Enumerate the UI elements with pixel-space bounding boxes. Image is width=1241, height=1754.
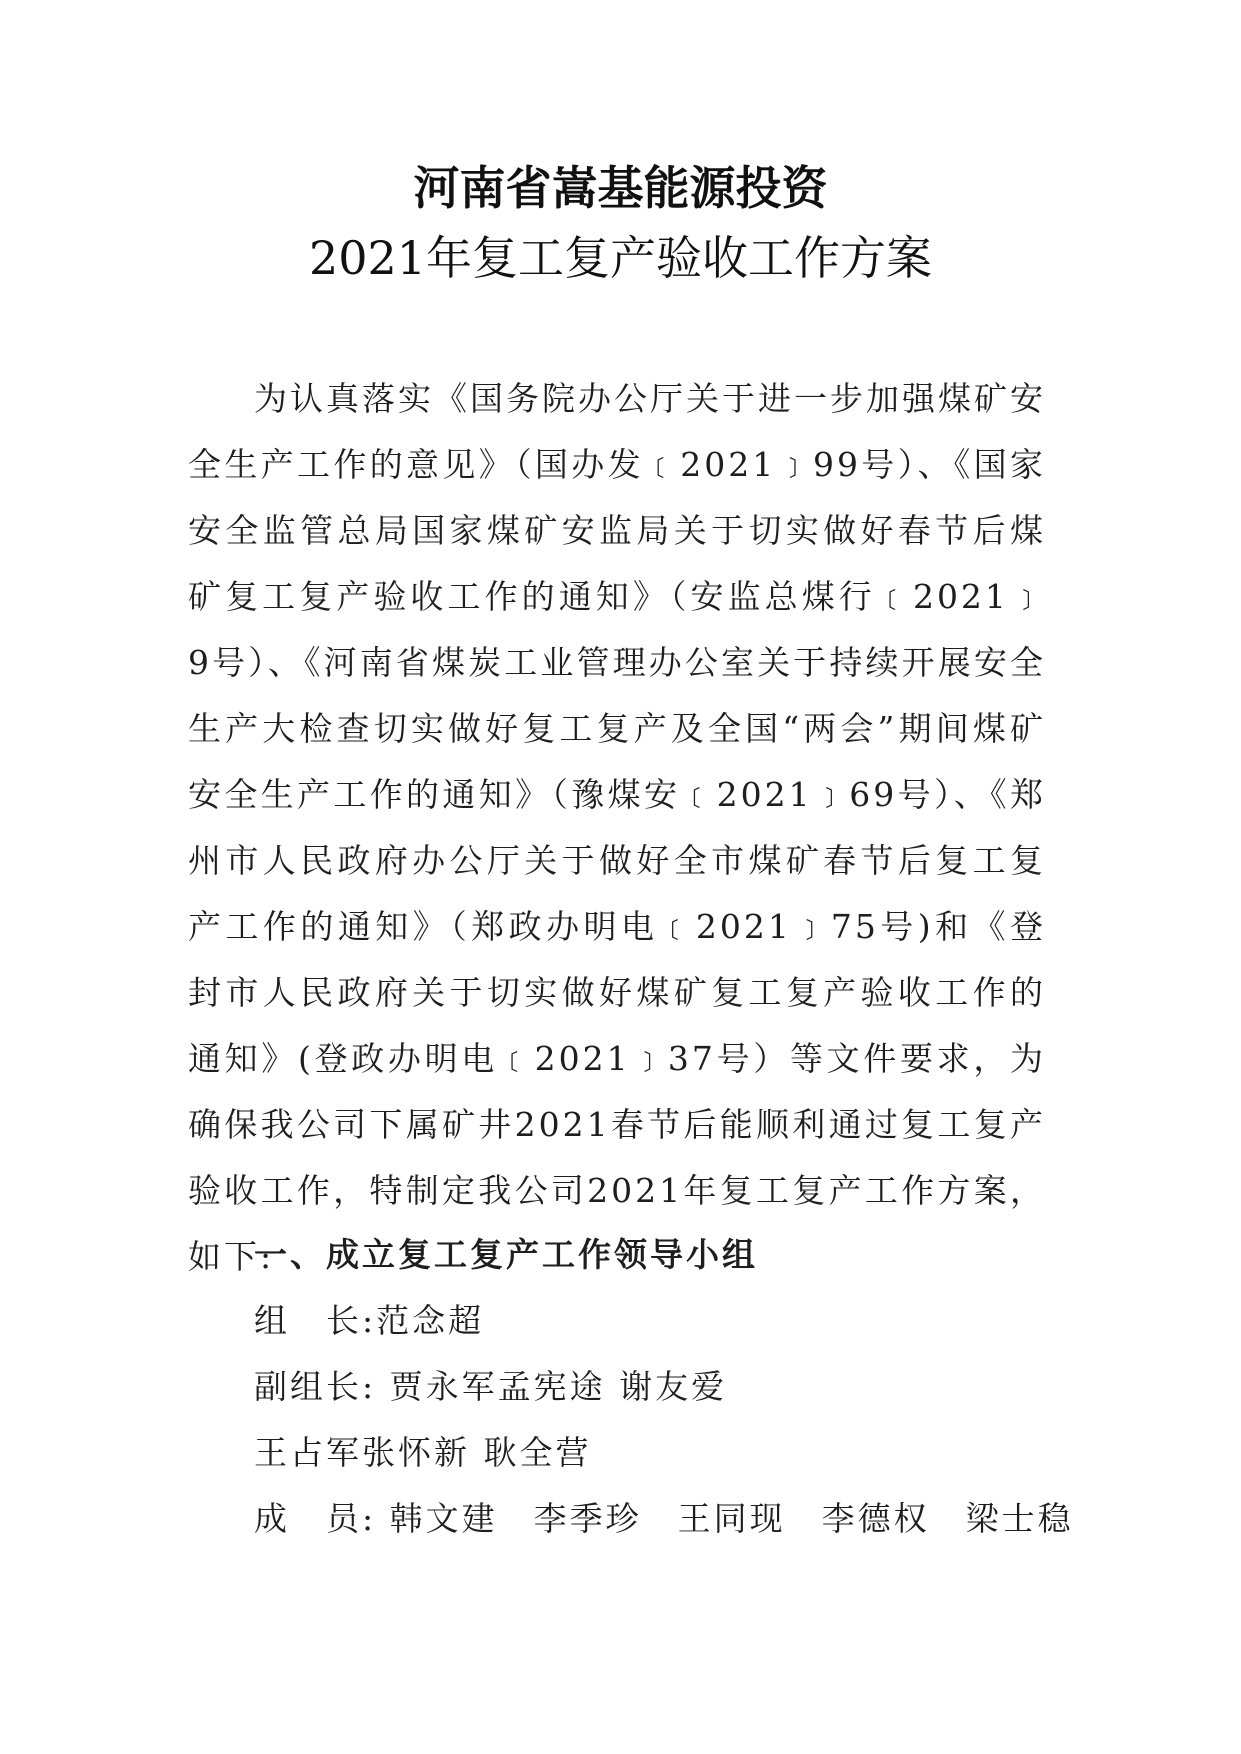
document-title-line-1: 河南省嵩基能源投资 bbox=[413, 161, 828, 215]
group-leader-line: 组 长:范念超 bbox=[254, 1301, 485, 1340]
document-title-line-2: 2021年复工复产验收工作方案 bbox=[308, 231, 933, 285]
section-heading-leadership-group: 一、成立复工复产工作领导小组 bbox=[254, 1235, 758, 1274]
deputy-leaders-continued-line: 王占军张怀新 耿全营 bbox=[254, 1433, 592, 1472]
deputy-leaders-line: 副组长: 贾永军孟宪途 谢友爱 bbox=[254, 1367, 728, 1406]
members-line: 成 员: 韩文建 李季珍 王同现 李德权 梁士稳 bbox=[254, 1499, 1074, 1538]
intro-paragraph: 为认真落实《国务院办公厅关于进一步加强煤矿安全生产工作的意见》（国办发﹝2021﹞99号）、《国家安全监管总局国家煤矿安监局关于切实做好春节后煤矿复工复产验收工作的通知》（安监总煤行﹝2021﹞9号）、《河南省煤炭工业管理办公室关于持续开展安全生产大检查切实做好复工复产及全国“两会”期间煤矿安全生产工作的通知》（豫煤安﹝2021﹞69号）、《郑州市人民政府办公厅关于做好全市煤矿春节后复工复产工作的通知》（郑政办明电﹝2021﹞75号)和《登封市人民政府关于切实做好煤矿复工复产验收工作的通知》(登政办明电﹝2021﹞37号）等文件要求，为确保我公司下属矿井2021春节后能顺利通过复工复产验收工作，特制定我公司2021年复工复产工作方案，如下: bbox=[188, 379, 1046, 1276]
